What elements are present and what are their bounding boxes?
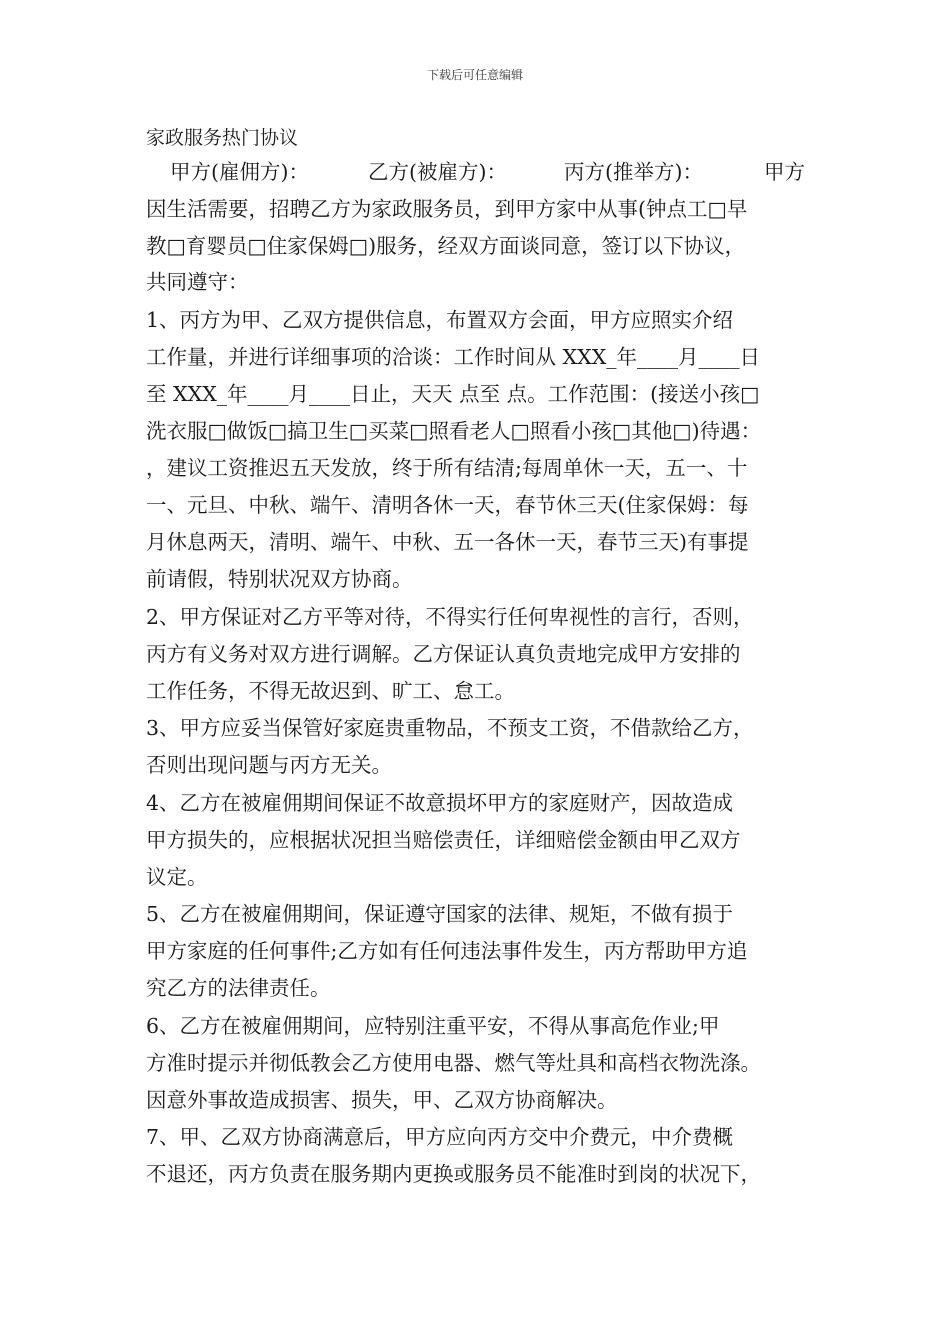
agreement-text-line: 4、乙方在被雇佣期间保证不故意损坏甲方的家庭财产，因故造成 bbox=[146, 791, 734, 815]
agreement-text-line: 共同遵守： bbox=[146, 270, 249, 294]
agreement-text-line: 2、甲方保证对乙方平等对待，不得实行任何卑视性的言行，否则， bbox=[146, 605, 754, 629]
agreement-text-line: 6、乙方在被雇佣期间，应特别注重平安，不得从事高危作业;甲 bbox=[146, 1014, 720, 1038]
agreement-text-line: 1、丙方为甲、乙双方提供信息，布置双方会面，甲方应照实介绍 bbox=[146, 308, 734, 332]
agreement-text-line: 不退还，丙方负责在服务期内更换或服务员不能准时到岗的状况下， bbox=[146, 1162, 761, 1186]
agreement-text-line: 议定。 bbox=[146, 865, 208, 889]
agreement-text-line: 教□育婴员□住家保姆□)服务，经双方面谈同意，签订以下协议， bbox=[146, 234, 746, 258]
agreement-text-line: 工作量，并进行详细事项的洽谈：工作时间从 XXX_年____月____日 bbox=[146, 345, 761, 369]
document-title: 家政服务热门协议 bbox=[146, 127, 299, 149]
agreement-text-line: 否则出现问题与丙方无关。 bbox=[146, 753, 392, 777]
page-header-note: 下载后可任意编辑 bbox=[426, 68, 523, 82]
agreement-text-line: 洗衣服□做饭□搞卫生□买菜□照看老人□照看小孩□其他□)待遇： bbox=[146, 419, 762, 443]
agreement-text-line: 甲方家庭的任何事件;乙方如有任何违法事件发生，丙方帮助甲方追 bbox=[146, 939, 748, 963]
agreement-text-line: 因意外事故造成损害、损失，甲、乙双方协商解决。 bbox=[146, 1088, 618, 1112]
agreement-text-line: 月休息两天，清明、端午、中秋、五一各休一天，春节三天)有事提 bbox=[146, 530, 749, 554]
agreement-text-line: 5、乙方在被雇佣期间，保证遵守国家的法律、规矩，不做有损于 bbox=[146, 902, 734, 926]
party-b-label: 乙方(被雇方)： bbox=[368, 160, 507, 184]
agreement-text-line: 甲方损失的，应根据状况担当赔偿责任，详细赔偿金额由甲乙双方 bbox=[146, 828, 741, 852]
agreement-text-line: 究乙方的法律责任。 bbox=[146, 976, 331, 1000]
agreement-text-line: 3、甲方应妥当保管好家庭贵重物品，不预支工资，不借款给乙方， bbox=[146, 716, 754, 740]
agreement-text-line: 因生活需要，招聘乙方为家政服务员，到甲方家中从事(钟点工□早 bbox=[146, 197, 748, 221]
agreement-text-line: 至 XXX_年____月____日止，天天 点至 点。工作范围：(接送小孩□ bbox=[146, 382, 760, 406]
agreement-text-line: 方准时提示并彻低教会乙方使用电器、燃气等灶具和高档衣物洗涤。 bbox=[146, 1051, 761, 1075]
agreement-text-line: 工作任务，不得无故迟到、旷工、怠工。 bbox=[146, 679, 515, 703]
party-c-label: 丙方(推举方)： bbox=[564, 160, 703, 184]
agreement-text-line: ，建议工资推迟五天发放，终于所有结清;每周单休一天，五一、十 bbox=[146, 456, 748, 480]
agreement-text-line: 7、甲、乙双方协商满意后，甲方应向丙方交中介费元，中介费概 bbox=[146, 1125, 734, 1149]
agreement-text-line: 丙方有义务对双方进行调解。乙方保证认真负责地完成甲方安排的 bbox=[146, 642, 741, 666]
party-a-label: 甲方(雇佣方)： bbox=[170, 160, 309, 184]
agreement-text-line: 前请假，特别状况双方协商。 bbox=[146, 567, 413, 591]
agreement-text-line: 一、元旦、中秋、端午、清明各休一天，春节休三天(住家保姆：每 bbox=[146, 493, 749, 517]
party-a-lead: 甲方 bbox=[764, 160, 805, 184]
